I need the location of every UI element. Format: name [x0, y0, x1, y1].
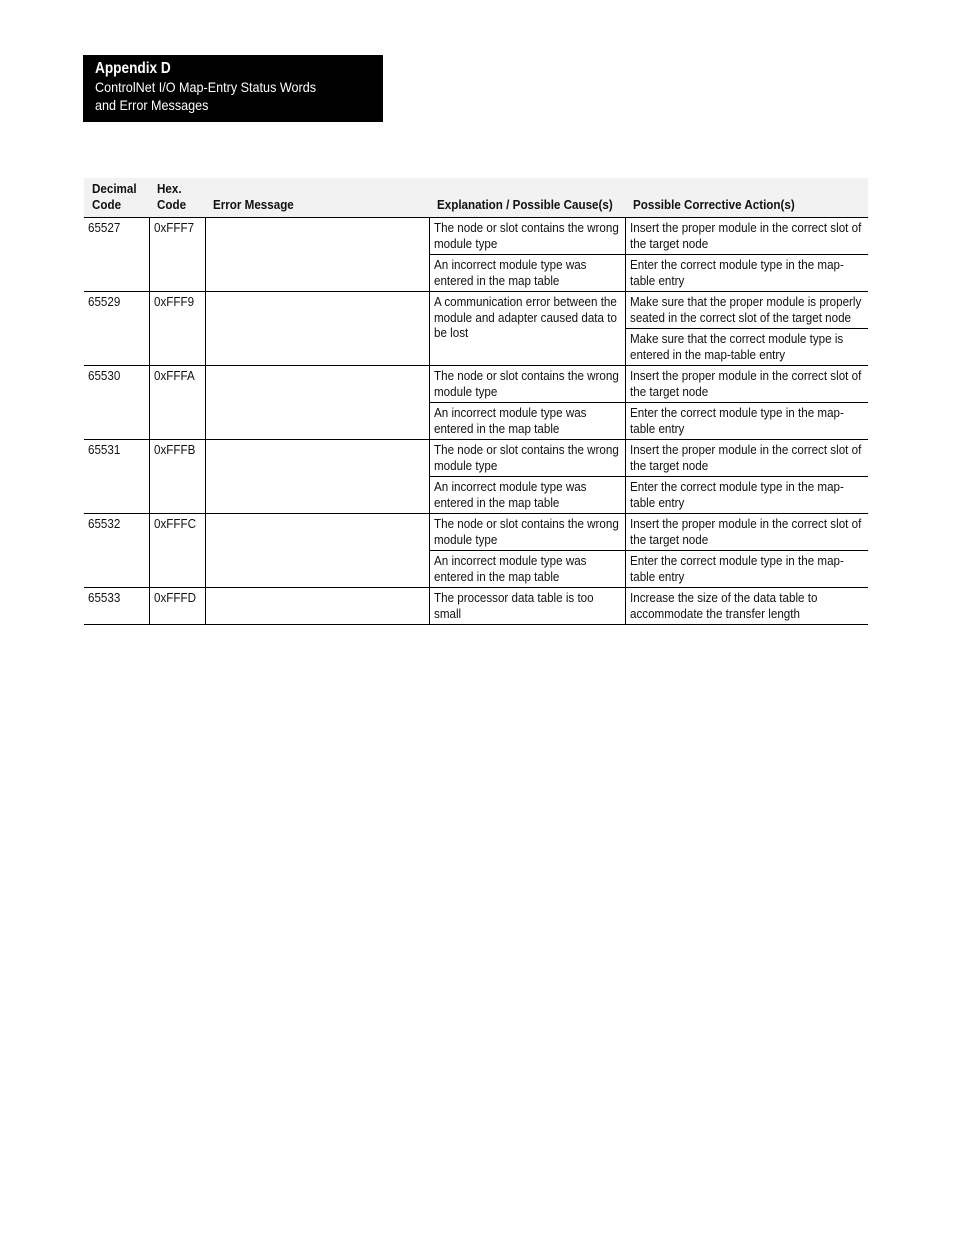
action-cell: Enter the correct module type in the map-table entry [625, 551, 868, 588]
cause-cell: The node or slot contains the wrong module type [429, 366, 625, 403]
column-header-explanation: Explanation / Possible Cause(s) [429, 178, 625, 218]
hex-code-cell: 0xFFFC [149, 514, 205, 588]
table-row [84, 218, 868, 255]
cause-cell: The processor data table is too small [429, 588, 625, 625]
decimal-code-cell: 65532 [84, 514, 149, 588]
cause-cell: The node or slot contains the wrong module type [429, 440, 625, 477]
action-cell: Make sure that the proper module is properly seated in the correct slot of the target node [625, 292, 868, 329]
error-message-cell [205, 292, 429, 366]
hex-code-cell: 0xFFF7 [149, 218, 205, 292]
action-cell: Insert the proper module in the correct slot of the target node [625, 218, 868, 255]
cause-cell: An incorrect module type was entered in the map table [429, 403, 625, 440]
hex-code-cell: 0xFFF9 [149, 292, 205, 366]
table-row [84, 292, 868, 329]
decimal-code-cell: 65529 [84, 292, 149, 366]
cause-cell: An incorrect module type was entered in the map table [429, 255, 625, 292]
column-header-corrective-action: Possible Corrective Action(s) [625, 178, 868, 218]
action-cell: Insert the proper module in the correct slot of the target node [625, 366, 868, 403]
cause-cell: An incorrect module type was entered in the map table [429, 477, 625, 514]
appendix-subtitle-line1: ControlNet I/O Map-Entry Status Words [95, 79, 317, 95]
action-cell: Make sure that the correct module type is entered in the map-table entry [625, 329, 868, 366]
error-code-table [84, 178, 868, 625]
table-row [84, 440, 868, 477]
action-cell: Insert the proper module in the correct slot of the target node [625, 440, 868, 477]
hex-code-cell: 0xFFFB [149, 440, 205, 514]
hex-code-cell: 0xFFFD [149, 588, 205, 625]
action-cell: Enter the correct module type in the map-table entry [625, 477, 868, 514]
table-row [84, 588, 868, 625]
cause-cell: The node or slot contains the wrong module type [429, 218, 625, 255]
cause-cell: The node or slot contains the wrong module type [429, 514, 625, 551]
action-cell: Enter the correct module type in the map-table entry [625, 403, 868, 440]
table-header-row [84, 178, 868, 218]
action-cell: Insert the proper module in the correct slot of the target node [625, 514, 868, 551]
error-message-cell [205, 440, 429, 514]
appendix-title: Appendix D [95, 60, 171, 77]
table-row [84, 366, 868, 403]
error-message-cell [205, 366, 429, 440]
error-message-cell [205, 588, 429, 625]
hex-code-cell: 0xFFFA [149, 366, 205, 440]
action-cell: Enter the correct module type in the map-table entry [625, 255, 868, 292]
column-header-decimal-code: Decimal Code [84, 178, 149, 218]
cause-cell: An incorrect module type was entered in the map table [429, 551, 625, 588]
column-header-error-message: Error Message [205, 178, 429, 218]
decimal-code-cell: 65527 [84, 218, 149, 292]
action-cell: Increase the size of the data table to accommodate the transfer length [625, 588, 868, 625]
column-header-hex-code: Hex. Code [149, 178, 205, 218]
decimal-code-cell: 65533 [84, 588, 149, 625]
table-row [84, 514, 868, 551]
appendix-subtitle-line2: and Error Messages [95, 97, 209, 113]
appendix-header [83, 55, 383, 122]
error-message-cell [205, 218, 429, 292]
decimal-code-cell: 65531 [84, 440, 149, 514]
cause-cell: A communication error between the module and adapter caused data to be lost [429, 292, 625, 366]
error-message-cell [205, 514, 429, 588]
decimal-code-cell: 65530 [84, 366, 149, 440]
